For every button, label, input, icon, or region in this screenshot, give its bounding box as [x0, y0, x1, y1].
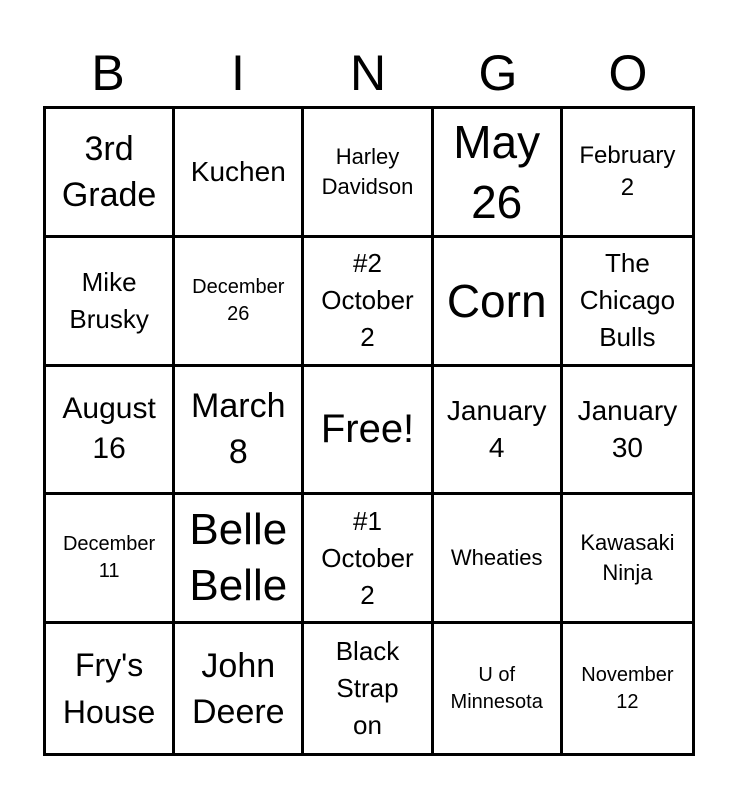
bingo-cell-r2-c4[interactable] — [434, 238, 563, 367]
cell-text: Free! — [320, 407, 415, 452]
cell-text: Harley Davidson — [321, 143, 414, 199]
cell-text: Fry's House — [62, 646, 156, 730]
bingo-cell-r2-c2[interactable] — [175, 238, 304, 367]
bingo-cell-r4-c4[interactable] — [434, 495, 563, 624]
cell-text: 3rd Grade — [61, 129, 157, 214]
cell-text: Wheaties — [450, 545, 543, 571]
bingo-cell-r2-c5[interactable] — [563, 238, 692, 367]
cell-text: Kawasaki Ninja — [580, 530, 675, 586]
cell-text: December 26 — [192, 275, 285, 325]
bingo-cell-r1-c1[interactable] — [46, 109, 175, 238]
header-letter-b: B — [91, 45, 125, 101]
bingo-cell-r5-c4[interactable] — [434, 624, 563, 753]
bingo-header — [43, 40, 695, 106]
header-letter-n: N — [349, 45, 387, 101]
bingo-cell-r3-c4[interactable] — [434, 367, 563, 496]
bingo-grid — [43, 106, 695, 756]
bingo-cell-r1-c2[interactable] — [175, 109, 304, 238]
bingo-cell-r3-c2[interactable] — [175, 367, 304, 496]
cell-text: February 2 — [579, 141, 676, 201]
cell-text: John Deere — [191, 646, 285, 731]
bingo-cell-r3-c1[interactable] — [46, 367, 175, 496]
cell-text: U of Minnesota — [450, 663, 543, 713]
bingo-cell-r2-c3[interactable] — [304, 238, 433, 367]
bingo-cell-r4-c2[interactable] — [175, 495, 304, 624]
bingo-cell-r2-c1[interactable] — [46, 238, 175, 367]
cell-text: The Chicago Bulls — [579, 248, 676, 353]
header-letter-o: O — [608, 45, 648, 101]
cell-text: November 12 — [581, 663, 674, 713]
cell-text: January 4 — [446, 395, 547, 464]
cell-text: January 30 — [577, 395, 678, 464]
cell-text: March 8 — [191, 387, 286, 472]
bingo-cell-r3-c5[interactable] — [563, 367, 692, 496]
bingo-cell-r4-c5[interactable] — [563, 495, 692, 624]
cell-text: May 26 — [453, 115, 541, 228]
header-letter-i: I — [231, 45, 245, 101]
cell-text: Mike Brusky — [69, 266, 149, 334]
cell-text: December 11 — [62, 533, 156, 583]
cell-text: Kuchen — [190, 156, 286, 188]
bingo-cell-r5-c2[interactable] — [175, 624, 304, 753]
cell-text: #2 October 2 — [321, 248, 414, 353]
bingo-cell-r1-c5[interactable] — [563, 109, 692, 238]
cell-text: Belle Belle — [189, 505, 288, 611]
cell-text: August 16 — [62, 392, 156, 466]
bingo-cell-r5-c5[interactable] — [563, 624, 692, 753]
cell-text: Corn — [446, 274, 547, 327]
header-letter-g: G — [478, 45, 518, 101]
cell-text: Black Strap on — [335, 636, 400, 741]
bingo-cell-r3-c3[interactable] — [304, 367, 433, 496]
cell-text: #1 October 2 — [321, 505, 414, 610]
bingo-cell-r4-c1[interactable] — [46, 495, 175, 624]
bingo-cell-r1-c4[interactable] — [434, 109, 563, 238]
bingo-cell-r4-c3[interactable] — [304, 495, 433, 624]
bingo-cell-r5-c1[interactable] — [46, 624, 175, 753]
bingo-cell-r5-c3[interactable] — [304, 624, 433, 753]
bingo-cell-r1-c3[interactable] — [304, 109, 433, 238]
